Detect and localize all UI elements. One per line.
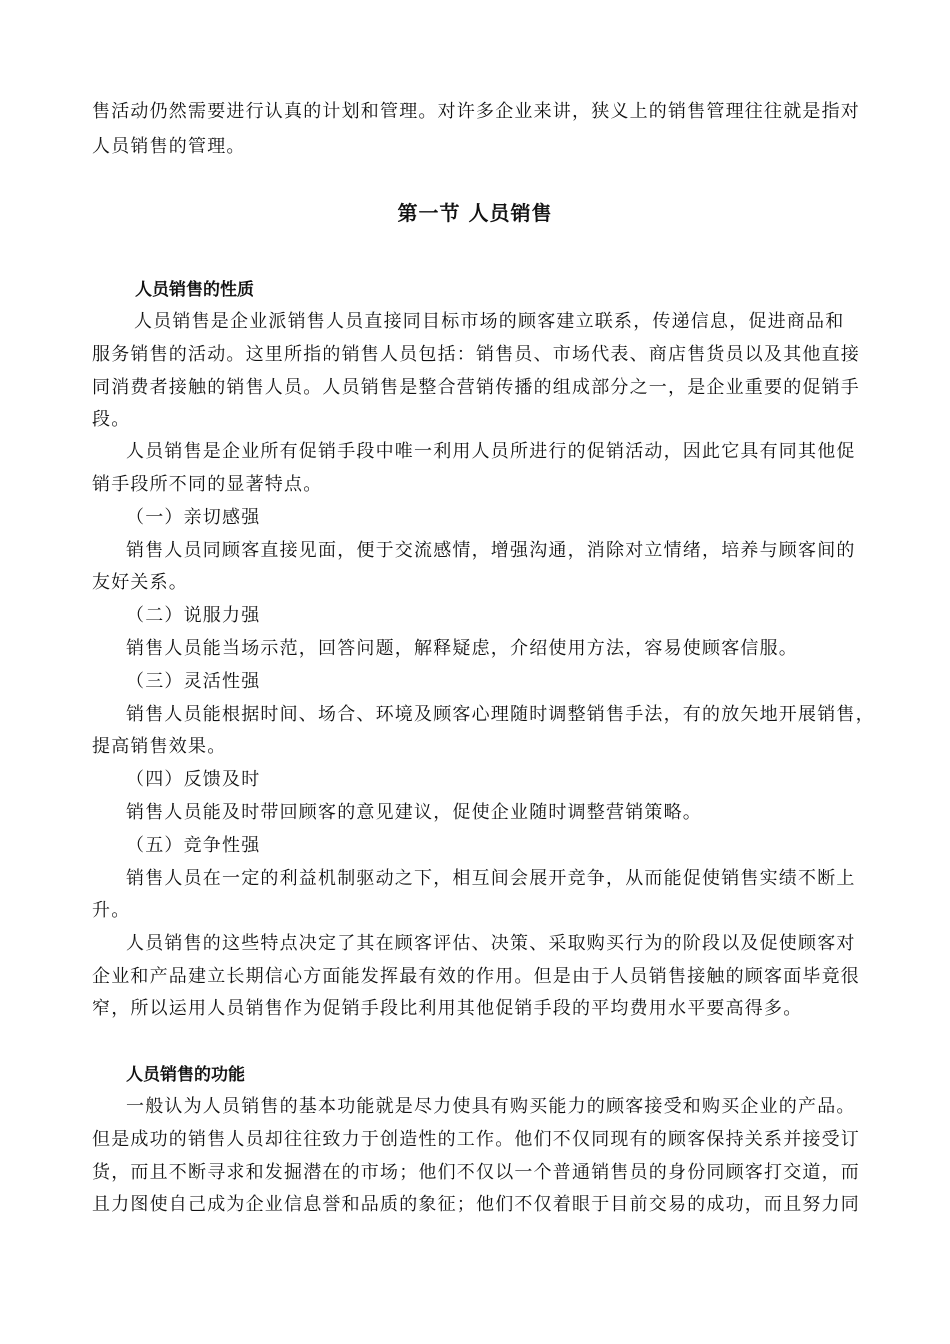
nature-para3-line-2: 企业和产品建立长期信心方面能发挥最有效的作用。但是由于人员销售接触的顾客面毕竟很 (92, 966, 860, 987)
function-para1-line-1: 一般认为人员销售的基本功能就是尽力使具有购买能力的顾客接受和购买企业的产品。 (126, 1096, 856, 1117)
feature-4-title: （四）反馈及时 (126, 769, 261, 790)
feature-2-title: （二）说服力强 (126, 605, 261, 626)
nature-para3-line-1: 人员销售的这些特点决定了其在顾客评估、决策、采取购买行为的阶段以及促使顾客对 (126, 933, 856, 954)
function-heading: 人员销售的功能 (126, 1065, 245, 1085)
nature-para1-line-2: 服务销售的活动。这里所指的销售人员包括：销售员、市场代表、商店售货员以及其他直接 (92, 344, 860, 365)
intro-line-2: 人员销售的管理。 (92, 136, 246, 157)
feature-1-title: （一）亲切感强 (126, 507, 261, 528)
feature-2-line-1: 销售人员能当场示范，回答问题，解释疑虑，介绍使用方法，容易使顾客信服。 (126, 638, 798, 659)
feature-1-line-1: 销售人员同顾客直接见面，便于交流感情，增强沟通，消除对立情绪，培养与顾客间的 (126, 540, 856, 561)
nature-para2-line-1: 人员销售是企业所有促销手段中唯一利用人员所进行的促销活动，因此它具有同其他促 (126, 441, 856, 462)
section-title: 第一节 人员销售 (397, 201, 553, 225)
nature-para1-line-3: 同消费者接触的销售人员。人员销售是整合营销传播的组成部分之一，是企业重要的促销手 (92, 377, 860, 398)
function-para1-line-3: 货，而且不断寻求和发掘潜在的市场；他们不仅以一个普通销售员的身份同顾客打交道，而 (92, 1162, 860, 1183)
nature-para2-line-2: 销手段所不同的显著特点。 (92, 474, 323, 495)
feature-5-line-1: 销售人员在一定的利益机制驱动之下，相互间会展开竞争，从而能促使销售实绩不断上 (126, 868, 856, 889)
feature-1-line-2: 友好关系。 (92, 572, 188, 593)
function-para1-line-2: 但是成功的销售人员却往往致力于创造性的工作。他们不仅同现有的顾客保持关系并接受订 (92, 1129, 860, 1150)
feature-3-title: （三）灵活性强 (126, 671, 261, 692)
nature-para3-line-3: 窄，所以运用人员销售作为促销手段比利用其他促销手段的平均费用水平要高得多。 (92, 998, 803, 1019)
feature-5-line-2: 升。 (92, 900, 131, 921)
feature-5-title: （五）竞争性强 (126, 835, 261, 856)
nature-heading: 人员销售的性质 (135, 280, 254, 300)
feature-4-line-1: 销售人员能及时带回顾客的意见建议，促使企业随时调整营销策略。 (126, 802, 702, 823)
intro-line-1: 售活动仍然需要进行认真的计划和管理。对许多企业来讲，狭义上的销售管理往往就是指对 (92, 101, 860, 122)
nature-para1-line-4: 段。 (92, 409, 131, 430)
nature-para1-line-1: 人员销售是企业派销售人员直接同目标市场的顾客建立联系，传递信息，促进商品和 (134, 311, 845, 332)
feature-3-line-1: 销售人员能根据时间、场合、环境及顾客心理随时调整销售手法，有的放矢地开展销售， (126, 704, 875, 725)
function-para1-line-4: 且力图使自己成为企业信息誉和品质的象征；他们不仅着眼于目前交易的成功，而且努力同 (92, 1194, 860, 1215)
feature-3-line-2: 提高销售效果。 (92, 736, 227, 757)
